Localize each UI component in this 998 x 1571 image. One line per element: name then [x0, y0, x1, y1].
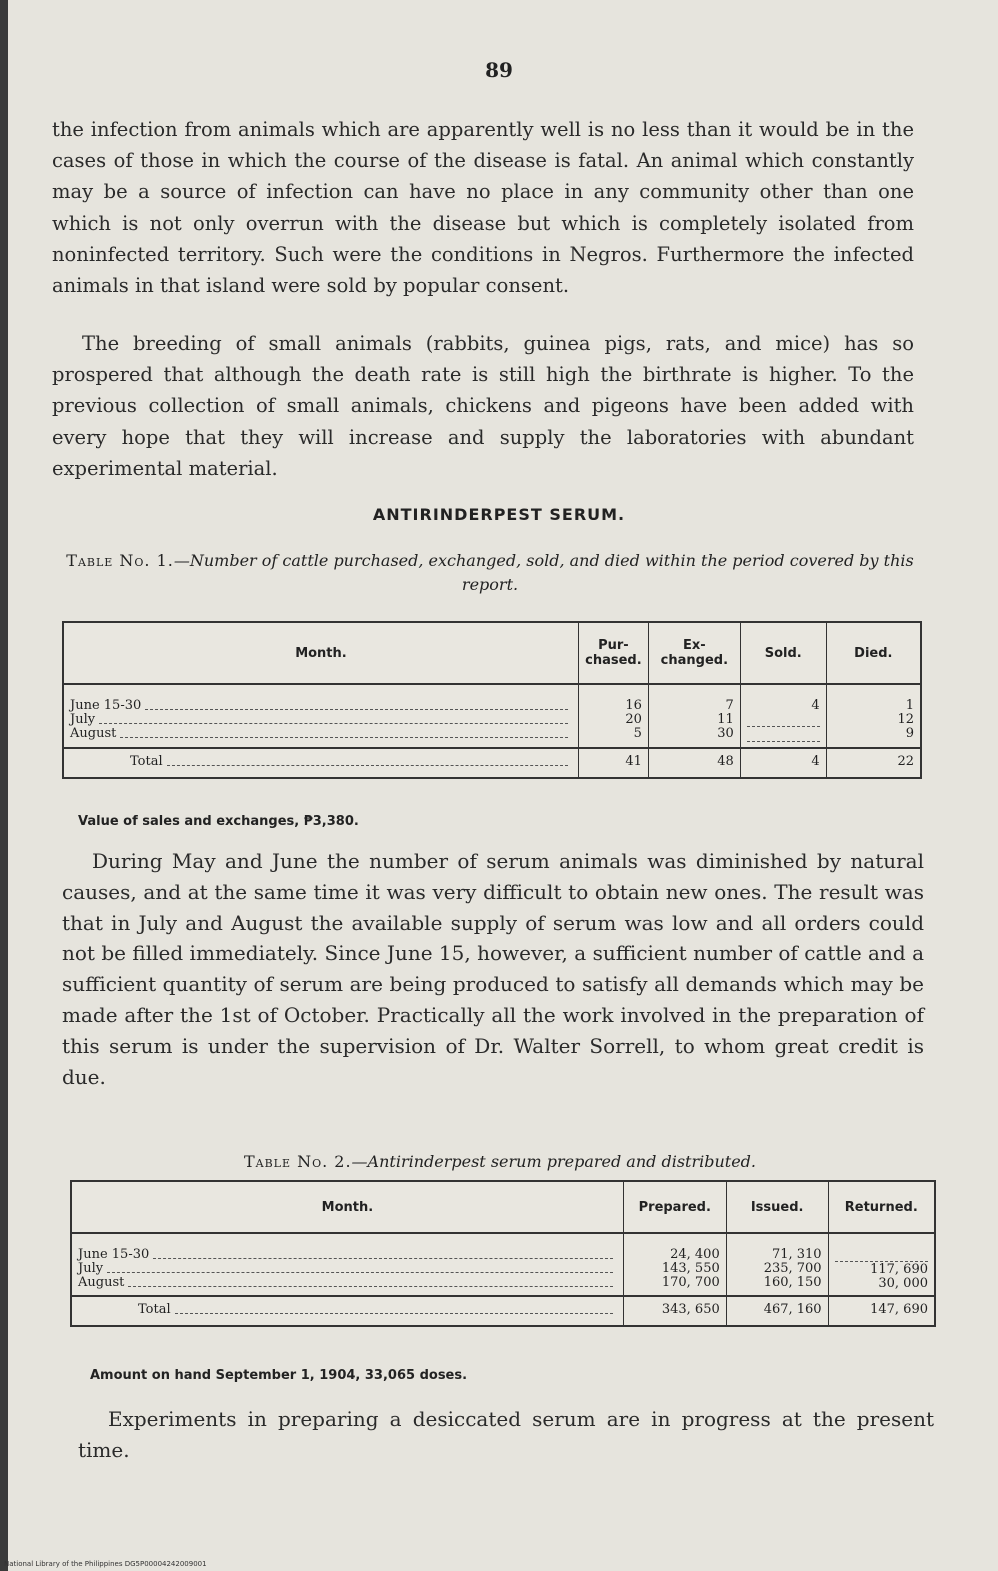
table1-empty-dashes [747, 713, 820, 727]
table-row [78, 1262, 617, 1276]
table1-month-cell [63, 684, 578, 748]
table2-header-month: Month. [71, 1181, 623, 1233]
table1-total-label-cell [63, 748, 578, 778]
table1-value: 9 [905, 726, 914, 741]
table1-header-died: Died. [826, 622, 921, 684]
table1-total-died: 22 [826, 748, 921, 778]
table2-value: 160, 150 [763, 1275, 822, 1290]
table2-total-label: Total [138, 1302, 171, 1317]
table1-exchanged-cell [648, 684, 740, 748]
table2-returned-cell [828, 1233, 935, 1296]
table1-row-month: August [70, 726, 117, 741]
table2-caption [70, 1150, 930, 1174]
table-row [78, 1248, 617, 1262]
table1-value: 30 [717, 726, 734, 741]
table-row [70, 699, 572, 713]
table2-value: 235, 700 [763, 1261, 822, 1276]
table1-value: 5 [633, 726, 642, 741]
table2-header-issued: Issued. [726, 1181, 828, 1233]
table2-issued-cell [726, 1233, 828, 1296]
table1-value: 11 [717, 712, 734, 727]
scan-footer: National Library of the Philippines DG5P00004242009001 [4, 1560, 207, 1568]
paragraph-1: the infection from animals which are apparently well is no less than it would be in the cases of those in which the course of the disease is fatal. An animal which constantly may be a source of infection can have no place in any community other than one which is not only overrun with the disease but which is completely isolated from noninfected territory. Such were the conditions in Negros. Furthermore the infected animals in that island were sold by popular consent. [52, 118, 914, 298]
table1-sold-cell [740, 684, 826, 748]
table2-note: Amount on hand September 1, 1904, 33,065 doses. [90, 1368, 468, 1383]
table-row [70, 713, 572, 727]
table1-total-purchased: 41 [578, 748, 648, 778]
table2-empty-dashes [835, 1248, 928, 1262]
table2-total-label-cell [71, 1296, 623, 1326]
page-number: 89 [485, 58, 513, 82]
table2-header-prepared: Prepared. [623, 1181, 726, 1233]
table2-value: 170, 700 [661, 1275, 720, 1290]
table1-total-exchanged: 48 [648, 748, 740, 778]
table2-value: 24, 400 [670, 1247, 720, 1262]
table1-value: 12 [897, 712, 914, 727]
table1 [62, 621, 922, 779]
table1-header-purchased: Pur-chased. [578, 622, 648, 684]
table1-header-sold: Sold. [740, 622, 826, 684]
table1-value: 7 [725, 698, 734, 713]
table2 [70, 1180, 936, 1327]
table1-row-month: July [70, 712, 96, 727]
table2-total-prepared: 343, 650 [623, 1296, 726, 1326]
page-binding-edge [0, 0, 8, 1571]
paragraph-4: Experiments in preparing a desiccated serum are in progress at the present time. [78, 1407, 934, 1462]
table2-total-issued: 467, 160 [726, 1296, 828, 1326]
table1-value: 4 [811, 698, 820, 713]
table1-caption-text: —Number of cattle purchased, exchanged, sold, and died within the period covered by this report. [173, 551, 914, 594]
table1-row-month: June 15-30 [70, 698, 142, 713]
table1-header-exchanged: Ex-changed. [648, 622, 740, 684]
table1-header-month: Month. [63, 622, 578, 684]
table1-caption [60, 549, 920, 597]
table2-prepared-cell [623, 1233, 726, 1296]
table1-purchased-cell [578, 684, 648, 748]
table1-value: 1 [905, 698, 914, 713]
table1-empty-dashes [747, 728, 820, 742]
table2-row-month: August [78, 1275, 125, 1290]
table2-value: 30, 000 [878, 1276, 928, 1291]
table2-caption-label: Table No. 2. [243, 1152, 352, 1171]
table1-caption-label: Table No. 1. [66, 551, 174, 570]
paragraph-3: During May and June the number of serum animals was diminished by natural causes, and at the same time it was very difficult to obtain new ones. The result was that in July and August the available supply of serum was low and all orders could not be filled immediately. Since June 15, however, a sufficient number of cattle and a sufficient quantity of serum are being produced to satisfy all demands which may be made after the 1st of October. Practically all the work involved in the preparation of this serum is under the supervision of Dr. Walter Sorrell, to whom great credit is due. [62, 849, 924, 1089]
table2-row-month: June 15-30 [78, 1247, 150, 1262]
table1-value: 20 [625, 712, 642, 727]
table2-header-returned: Returned. [828, 1181, 935, 1233]
table1-value: 16 [625, 698, 642, 713]
paragraph-2: The breeding of small animals (rabbits, guinea pigs, rats, and mice) has so prospered that although the death rate is still high the birthrate is higher. To the previous collection of small animals, chickens and pigeons have been added with every hope that they will increase and supply the laboratories with abundant experimental material. [52, 332, 914, 480]
table2-month-cell [71, 1233, 623, 1296]
table2-total-returned: 147, 690 [828, 1296, 935, 1326]
table-row [78, 1276, 617, 1290]
table2-value: 117, 690 [870, 1262, 928, 1277]
section-title: ANTIRINDERPEST SERUM. [372, 505, 626, 524]
table1-died-cell [826, 684, 921, 748]
table2-row-month: July [78, 1261, 104, 1276]
table1-total-sold: 4 [740, 748, 826, 778]
table1-total-label: Total [130, 754, 163, 769]
table1-note: Value of sales and exchanges, ₱3,380. [78, 814, 359, 829]
table-row [70, 727, 572, 741]
table2-caption-text: —Antirinderpest serum prepared and distributed. [351, 1152, 757, 1171]
table2-value: 71, 310 [771, 1247, 822, 1262]
table2-value: 143, 550 [661, 1261, 720, 1276]
